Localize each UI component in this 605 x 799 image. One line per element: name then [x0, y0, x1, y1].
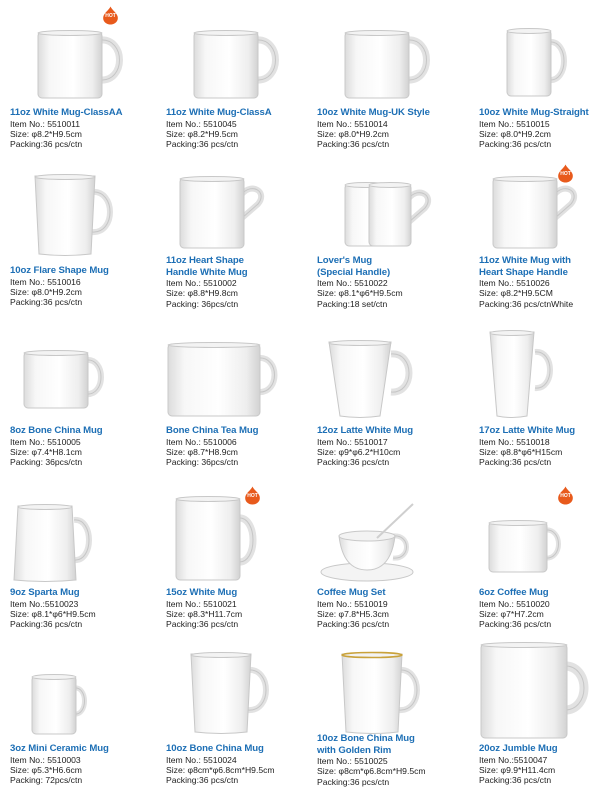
packing-info: Packing:36 pcs/ctn: [317, 776, 390, 787]
short-mug-icon: [10, 322, 160, 424]
product-card: [317, 162, 467, 320]
product-title: 10oz White Mug-Straight: [479, 107, 589, 118]
item-number: Item No.: 5510005: [10, 436, 81, 447]
packing-info: Packing: 36pcs/ctn: [10, 457, 83, 468]
item-number: Item No.: 5510024: [166, 754, 237, 765]
item-number: Item No.: 5510025: [317, 756, 388, 766]
jumbo-mug-icon: [479, 640, 605, 742]
item-number: Item No.: 5510015: [479, 118, 550, 129]
classic-mug-icon: [317, 4, 467, 106]
product-card: [479, 640, 605, 798]
product-title: 11oz White Mug with: [479, 255, 571, 266]
product-card: [10, 484, 160, 642]
product-title: Handle White Mug: [166, 266, 248, 278]
mini-mug-icon: [10, 640, 160, 742]
product-details: [10, 587, 160, 630]
product-size: Size: φ7.4*H8.1cm: [10, 446, 82, 457]
packing-info: Packing:36 pcs/ctn: [479, 775, 552, 786]
product-card: [10, 640, 160, 798]
product-details: [479, 425, 605, 468]
packing-info: Packing: 36pcs/ctn: [166, 457, 239, 468]
product-details: [479, 587, 605, 630]
small-mug-icon: [479, 484, 605, 586]
product-title: 6oz Coffee Mug: [479, 587, 549, 598]
product-details: [166, 107, 316, 150]
cup-saucer-icon: [317, 484, 467, 586]
product-title: 11oz Heart Shape: [166, 255, 244, 266]
item-number: Item No.: 5510018: [479, 436, 550, 447]
product-details: [166, 255, 316, 309]
hot-badge-label: HOT: [560, 493, 571, 499]
item-number: Item No.: 5510045: [166, 118, 237, 129]
product-title: 10oz Flare Shape Mug: [10, 265, 109, 276]
item-number: Item No.: 5510026: [479, 278, 550, 288]
hot-badge-label: HOT: [560, 171, 571, 177]
product-title: 10oz Bone China Mug: [317, 733, 415, 744]
product-card: [317, 322, 467, 480]
product-title: with Golden Rim: [317, 744, 392, 756]
hot-badge-icon: [557, 486, 574, 505]
packing-info: Packing:36 pcs/ctn: [479, 457, 552, 468]
product-size: Size: φ8.1*φ6*H9.5cm: [317, 288, 403, 299]
product-title: 8oz Bone China Mug: [10, 425, 103, 436]
product-details: [166, 743, 316, 786]
product-title: Lover's Mug: [317, 255, 373, 266]
item-number: Item No.: 5510021: [166, 598, 237, 609]
product-details: [317, 733, 467, 787]
heart-handle-mug-icon: [479, 162, 605, 264]
product-title: Heart Shape Handle: [479, 266, 568, 278]
product-title: 20oz Jumble Mug: [479, 743, 558, 754]
heart-handle-mug-icon: [166, 162, 316, 264]
item-number: Item No.: 5510014: [317, 118, 388, 129]
product-size: Size: φ9*φ6.2*H10cm: [317, 446, 401, 457]
item-number: Item No.: 5510022: [317, 278, 388, 288]
hot-badge-label: HOT: [105, 13, 116, 19]
packing-info: Packing:36 pcs/ctn: [166, 775, 239, 786]
product-title: 15oz White Mug: [166, 587, 238, 598]
product-details: [479, 743, 605, 786]
product-size: Size: φ8.7*H8.9cm: [166, 446, 238, 457]
product-title: Bone China Tea Mug: [166, 425, 259, 436]
product-size: Size: φ8cm*φ6.8cm*H9.5cm: [166, 764, 275, 775]
product-card: [166, 484, 316, 642]
product-size: Size: φ8.2*H9.5CM: [479, 288, 553, 299]
product-details: [166, 587, 316, 630]
product-title: Coffee Mug Set: [317, 587, 386, 598]
packing-info: Packing: 36pcs/ctn: [166, 298, 239, 309]
product-card: [166, 322, 316, 480]
product-size: Size: φ9.9*H11.4cm: [479, 764, 556, 775]
product-details: [10, 743, 160, 786]
product-card: [317, 4, 467, 162]
packing-info: Packing:36 pcs/ctn: [166, 139, 239, 150]
packing-info: Packing:36 pcs/ctn: [317, 457, 390, 468]
product-details: [479, 255, 605, 309]
product-card: [166, 640, 316, 798]
straight-mug-icon: [479, 4, 605, 106]
product-size: Size: φ8.2*H9.5cm: [10, 128, 82, 139]
hot-badge-icon: [244, 486, 261, 505]
item-number: Item No.: 5510006: [166, 436, 237, 447]
product-title: 10oz White Mug-UK Style: [317, 107, 430, 118]
item-number: Item No.: 5510019: [317, 598, 388, 609]
packing-info: Packing:18 set/ctn: [317, 298, 388, 309]
product-card: [166, 4, 316, 162]
item-number: Item No.:5510047: [479, 754, 548, 765]
packing-info: Packing:36 pcs/ctnWhite: [479, 298, 574, 309]
product-size: Size: φ8.8*H9.8cm: [166, 288, 238, 299]
product-details: [479, 107, 605, 150]
product-title: 17oz Latte White Mug: [479, 425, 576, 436]
packing-info: Packing:36 pcs/ctn: [10, 297, 83, 308]
packing-info: Packing:36 pcs/ctn: [317, 619, 390, 630]
product-details: [10, 107, 160, 150]
wide-mug-icon: [166, 322, 316, 424]
item-number: Item No.: 5510020: [479, 598, 550, 609]
product-details: [317, 255, 467, 309]
product-title: 10oz Bone China Mug: [166, 743, 264, 754]
product-card: [10, 4, 160, 162]
product-title: 11oz White Mug-ClassAA: [10, 107, 123, 118]
product-details: [317, 107, 467, 150]
flare-mug-icon: [166, 640, 316, 742]
product-title: 3oz Mini Ceramic Mug: [10, 743, 109, 754]
product-card: [10, 162, 160, 320]
product-details: [166, 425, 316, 468]
packing-info: Packing:36 pcs/ctn: [479, 139, 552, 150]
product-details: [10, 425, 160, 468]
product-card: [479, 4, 605, 162]
product-title: 11oz White Mug-ClassA: [166, 107, 272, 118]
hot-badge-label: HOT: [247, 493, 258, 499]
product-size: Size: φ5.3*H6.6cm: [10, 764, 82, 775]
product-title: 12oz Latte White Mug: [317, 425, 414, 436]
product-card: [479, 322, 605, 480]
tall-mug-icon: [166, 484, 316, 586]
product-card: [166, 162, 316, 320]
product-size: Size: φ7*H7.2cm: [479, 608, 544, 619]
classic-mug-icon: [10, 4, 160, 106]
product-card: [479, 162, 605, 320]
sparta-mug-icon: [10, 484, 160, 586]
item-number: Item No.: 5510002: [166, 278, 237, 288]
packing-info: Packing:36 pcs/ctn: [479, 619, 552, 630]
packing-info: Packing:36 pcs/ctn: [317, 139, 390, 150]
product-title: 9oz Sparta Mug: [10, 587, 80, 598]
product-size: Size: φ7.8*H5.3cm: [317, 608, 389, 619]
tall-latte-mug-icon: [479, 322, 605, 424]
packing-info: Packing:36 pcs/ctn: [166, 619, 239, 630]
product-card: [317, 484, 467, 642]
product-details: [10, 265, 160, 308]
product-card: [317, 640, 467, 798]
product-size: Size: φ8.2*H9.5cm: [166, 128, 238, 139]
hot-badge-icon: [102, 6, 119, 25]
product-details: [317, 425, 467, 468]
product-card: [479, 484, 605, 642]
packing-info: Packing: 72pcs/ctn: [10, 775, 83, 786]
product-size: Size: φ8.3*H11.7cm: [166, 608, 243, 619]
product-size: Size: φ8.0*H9.2cm: [317, 128, 389, 139]
product-title: (Special Handle): [317, 266, 391, 278]
product-size: Size: φ8.8*φ6*H15cm: [479, 446, 563, 457]
item-number: Item No.: 5510016: [10, 276, 81, 287]
classic-mug-icon: [166, 4, 316, 106]
product-card: [10, 322, 160, 480]
product-size: Size: φ8.0*H9.2cm: [10, 286, 82, 297]
packing-info: Packing:36 pcs/ctn: [10, 619, 83, 630]
item-number: Item No.: 5510011: [10, 118, 81, 129]
product-size: Size: φ8.1*φ6*H9.5cm: [10, 608, 96, 619]
gold-rim-mug-icon: [317, 640, 467, 742]
item-number: Item No.: 5510003: [10, 754, 81, 765]
hot-badge-icon: [557, 164, 574, 183]
item-number: Item No.:5510023: [10, 598, 79, 609]
product-size: Size: φ8cm*φ6.8cm*H9.5cm: [317, 766, 426, 777]
flare-mug-icon: [10, 162, 160, 264]
packing-info: Packing:36 pcs/ctn: [10, 139, 83, 150]
latte-mug-icon: [317, 322, 467, 424]
item-number: Item No.: 5510017: [317, 436, 388, 447]
lovers-mug-pair-icon: [317, 162, 467, 264]
product-details: [317, 587, 467, 630]
product-size: Size: φ8.0*H9.2cm: [479, 128, 551, 139]
